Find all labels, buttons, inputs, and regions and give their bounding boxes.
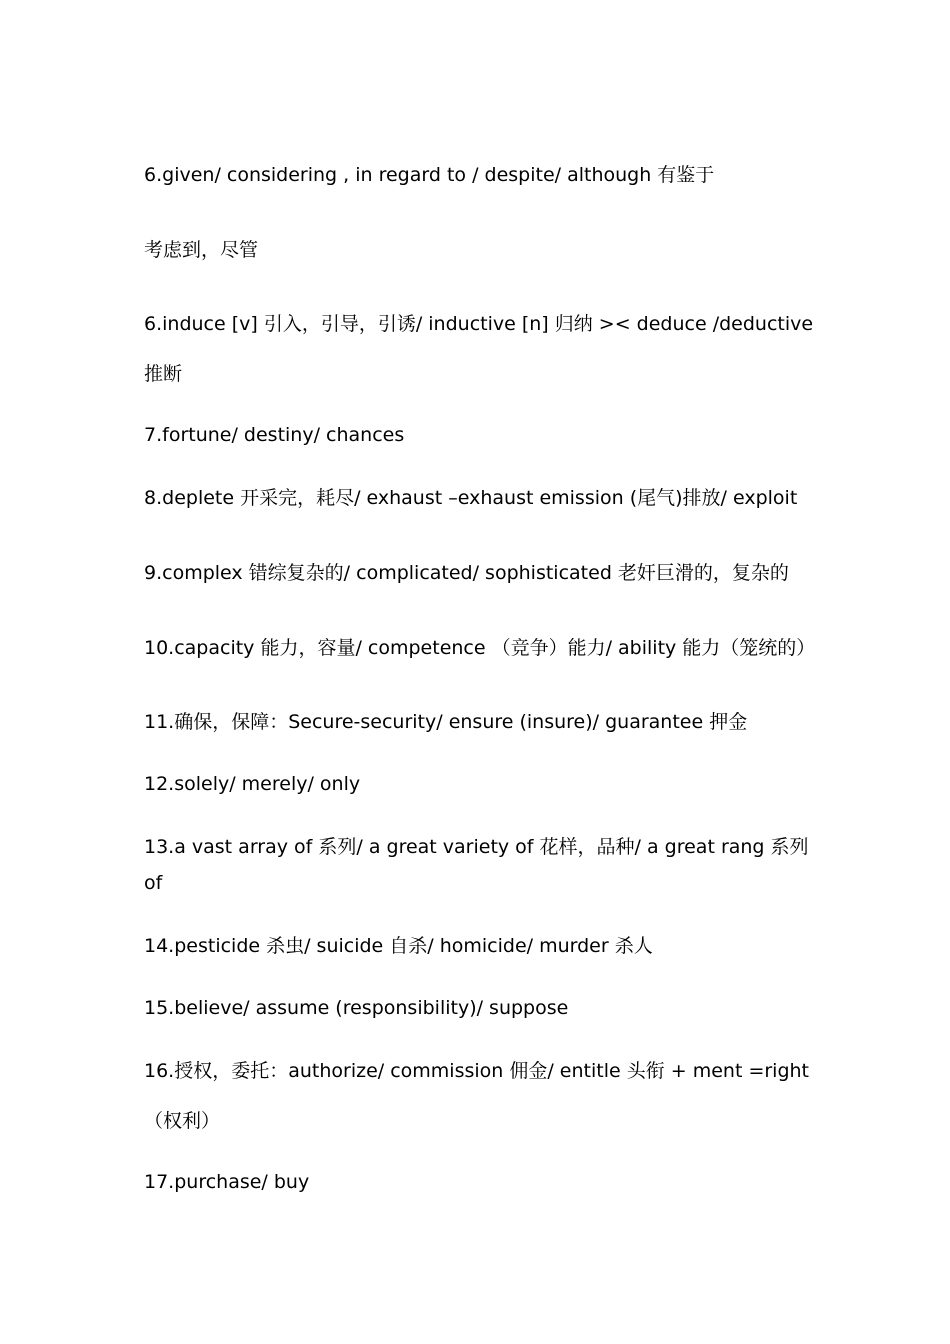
text-line-given: 6.given/ considering , in regard to / despite/ although 有鉴于 bbox=[144, 164, 715, 186]
text-line-induce-cont: 推断 bbox=[144, 363, 183, 385]
text-line-array-cont: of bbox=[144, 872, 163, 894]
text-line-believe: 15.believe/ assume (responsibility)/ suppose bbox=[144, 997, 569, 1019]
text-line-fortune: 7.fortune/ destiny/ chances bbox=[144, 424, 405, 446]
text-line-solely: 12.solely/ merely/ only bbox=[144, 773, 361, 795]
text-line-array: 13.a vast array of 系列/ a great variety of 花样，品种/ a great rang 系列 bbox=[144, 836, 809, 858]
text-line-authorize-cont: （权利） bbox=[144, 1110, 221, 1132]
text-line-pesticide: 14.pesticide 杀虫/ suicide 自杀/ homicide/ murder 杀人 bbox=[144, 935, 653, 957]
text-line-secure: 11.确保，保障：Secure-security/ ensure (insure)/ guarantee 押金 bbox=[144, 711, 748, 733]
text-line-given-cont: 考虑到，尽管 bbox=[144, 239, 259, 261]
text-line-induce: 6.induce [v] 引入，引导，引诱/ inductive [n] 归纳 >< deduce /deductive bbox=[144, 313, 814, 335]
text-line-complex: 9.complex 错综复杂的/ complicated/ sophisticated 老奸巨滑的，复杂的 bbox=[144, 562, 789, 584]
text-line-capacity: 10.capacity 能力，容量/ competence （竞争）能力/ ability 能力（笼统的） bbox=[144, 637, 816, 659]
text-line-authorize: 16.授权，委托：authorize/ commission 佣金/ entitle 头衔 + ment =right bbox=[144, 1060, 810, 1082]
text-line-deplete: 8.deplete 开采完，耗尽/ exhaust –exhaust emission (尾气)排放/ exploit bbox=[144, 487, 798, 509]
text-line-purchase: 17.purchase/ buy bbox=[144, 1171, 310, 1193]
